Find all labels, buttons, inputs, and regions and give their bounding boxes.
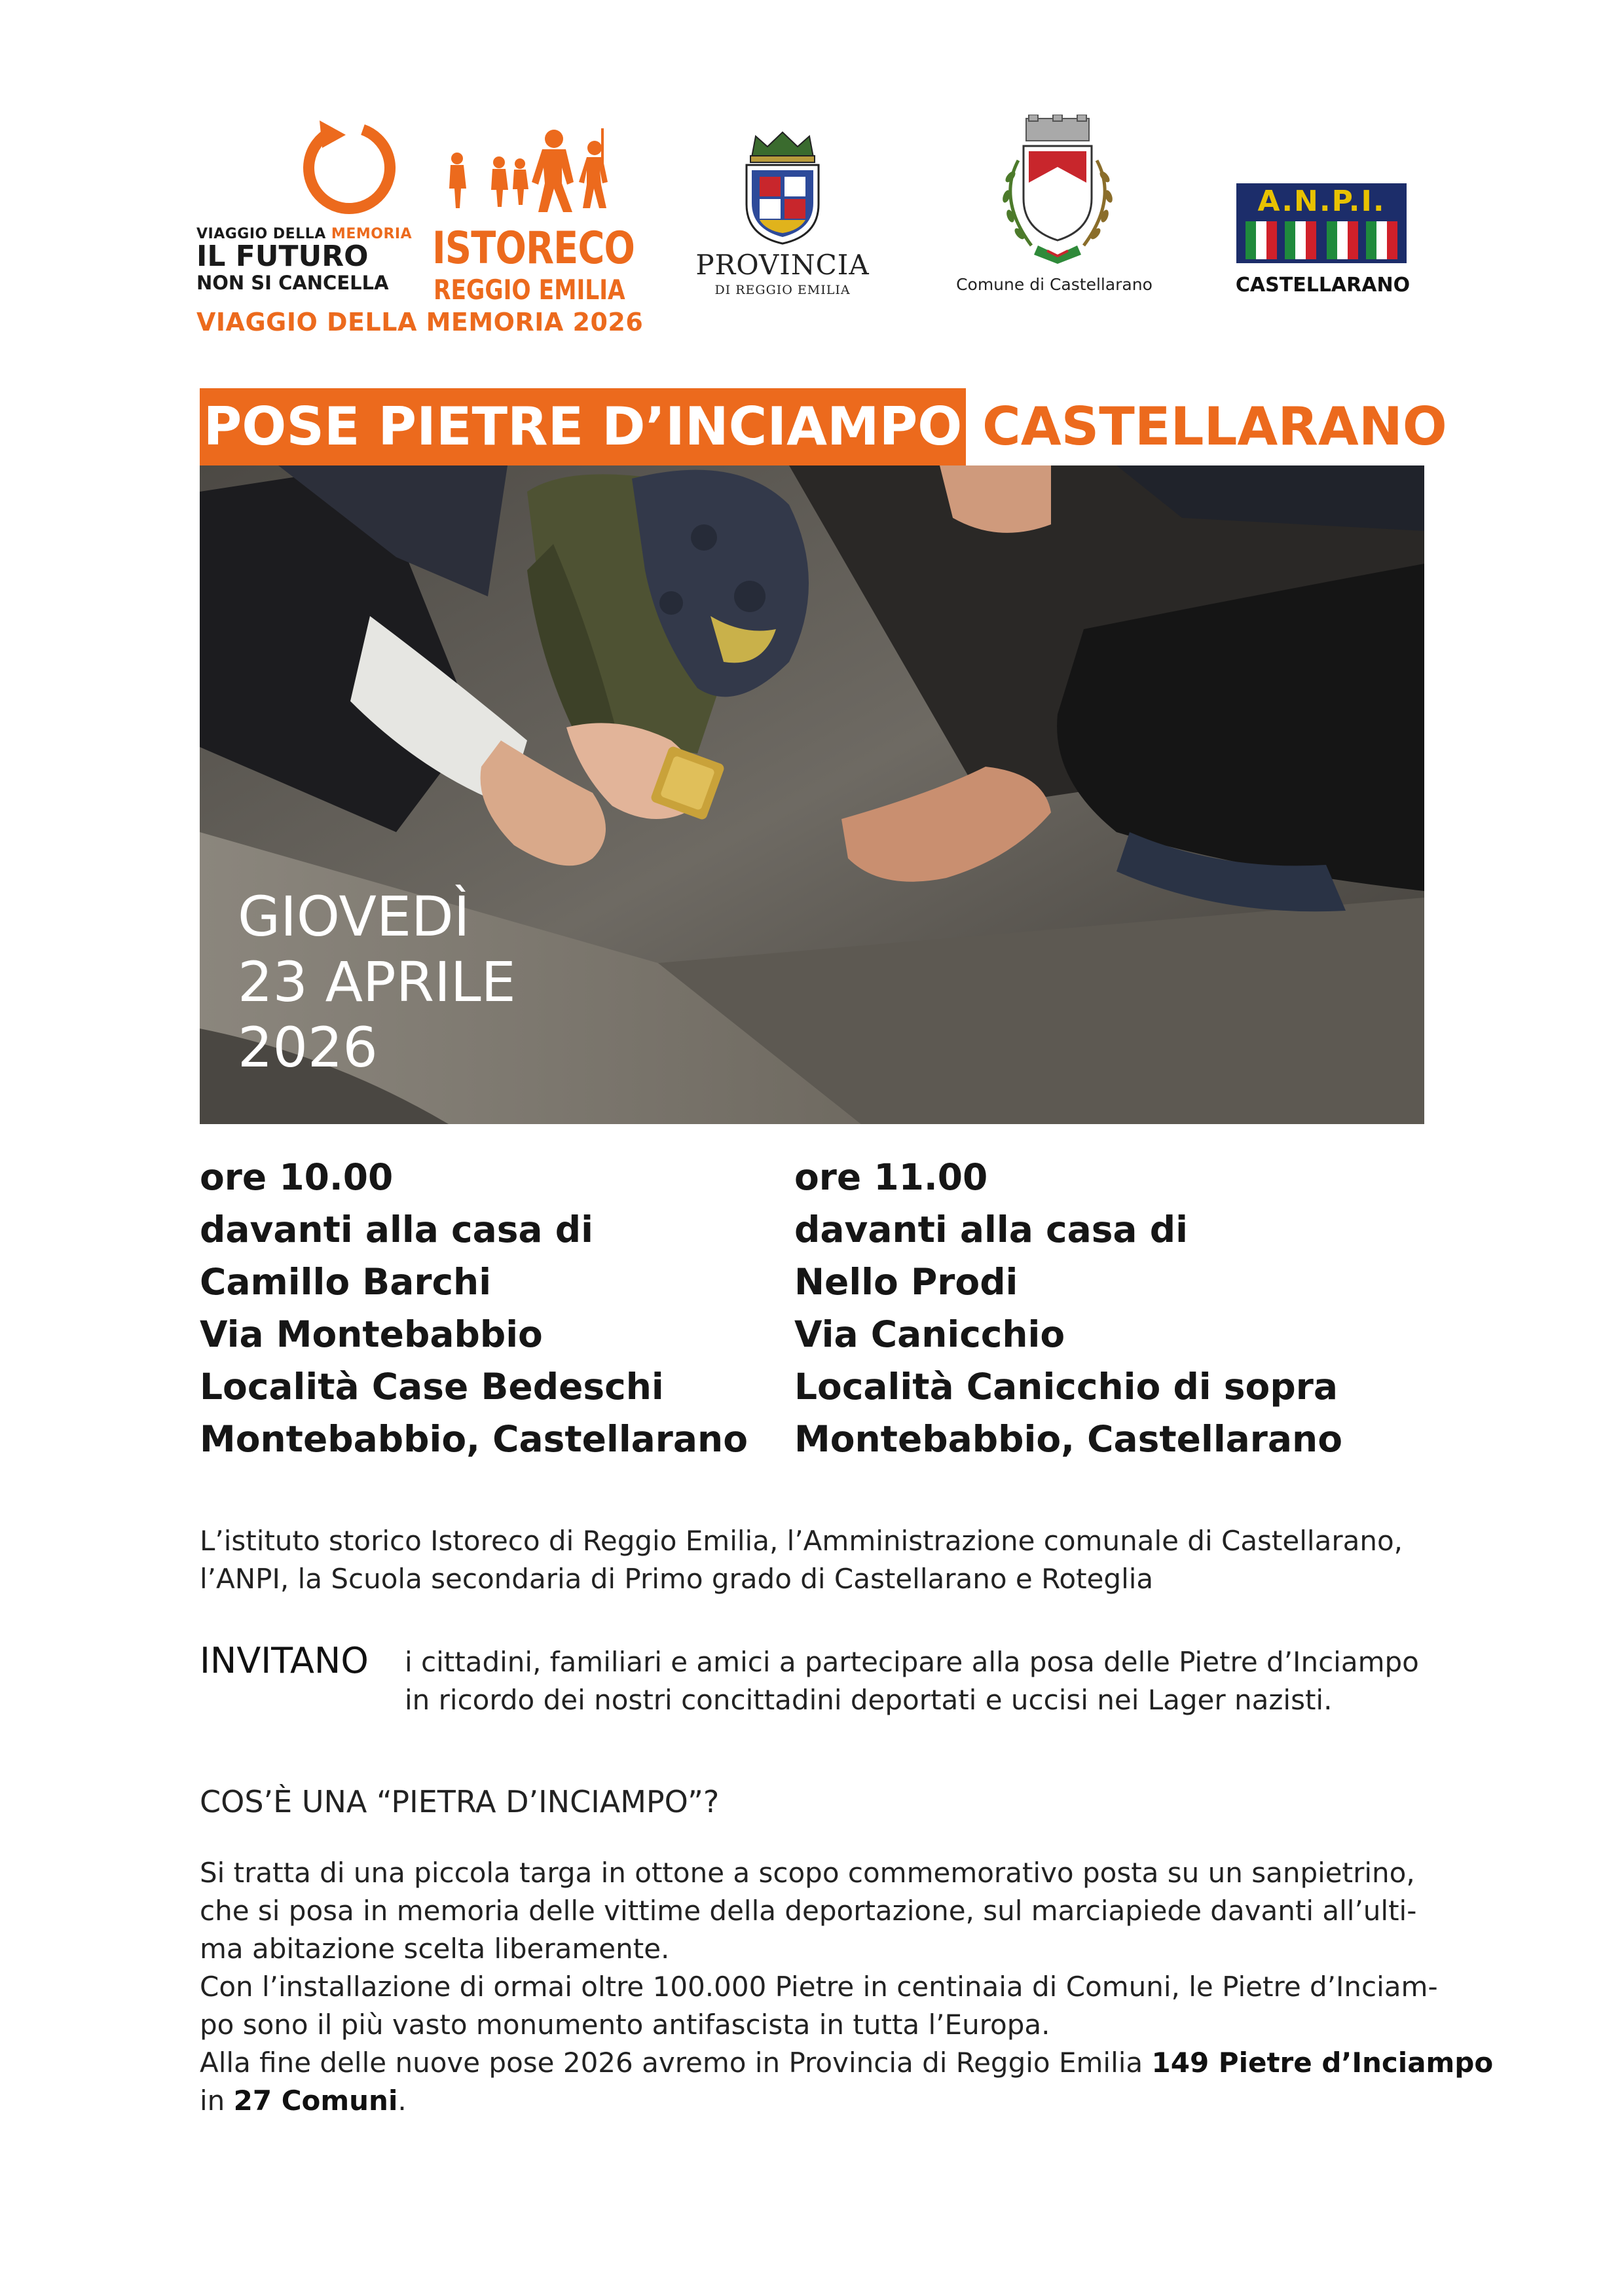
anpi-logo <box>1231 183 1414 301</box>
stones-count: 149 Pietre d’Inciampo <box>1151 2047 1494 2079</box>
schedule-locality: Località Case Bedeschi <box>200 1366 664 1408</box>
istoreco-logo <box>432 124 635 306</box>
explain-line: po sono il più vasto monumento antifascista in tutta l’Europa. <box>200 2009 1050 2041</box>
schedule-person: Nello Prodi <box>794 1261 1018 1303</box>
comune-crest-icon <box>986 115 1130 275</box>
event-photo <box>200 465 1424 1124</box>
page-title: POSE PIETRE D’INCIAMPO <box>203 396 963 457</box>
schedule-first <box>200 1151 748 1465</box>
comune-logo <box>943 115 1166 308</box>
schedule-locality: Località Canicchio di sopra <box>794 1366 1338 1408</box>
municipalities-count: 27 Comuni <box>233 2085 398 2117</box>
invite-line: in ricordo dei nostri concittadini deportati e uccisi nei Lager nazisti. <box>405 1684 1333 1716</box>
istoreco-city: REGGIO EMILIA <box>434 274 625 306</box>
provincia-crest-icon <box>733 131 832 246</box>
vdm-line1: VIAGGIO DELLA MEMORIA <box>196 226 413 242</box>
schedule-second <box>794 1151 1342 1465</box>
invite-paragraph <box>405 1643 1419 1719</box>
schedule-street: Via Canicchio <box>794 1313 1065 1355</box>
schedule-time: ore 11.00 <box>794 1156 988 1198</box>
provincia-logo <box>694 131 871 301</box>
invite-line: i cittadini, familiari e amici a partecipare alla posa delle Pietre d’Inciampo <box>405 1646 1419 1678</box>
intro-line: l’ANPI, la Scuola secondaria di Primo grado di Castellarano e Roteglia <box>200 1563 1154 1595</box>
explain-line: Con l’installazione di ormai oltre 100.000 Pietre in centinaia di Comuni, le Pietre d’Inciam- <box>200 1971 1438 2003</box>
photo-illustration <box>200 465 1424 1124</box>
anpi-place: CASTELLARANO <box>1235 274 1411 297</box>
schedule-street: Via Montebabbio <box>200 1313 543 1355</box>
viaggio-memoria-logo <box>196 118 413 308</box>
vdm-line2: IL FUTURO <box>196 240 369 273</box>
schedule-town: Montebabbio, Castellarano <box>200 1418 748 1460</box>
intro-line: L’istituto storico Istoreco di Reggio Emilia, l’Amministrazione comunale di Castellarano, <box>200 1525 1403 1557</box>
invite-verb: INVITANO <box>200 1640 369 1681</box>
explain-line: che si posa in memoria delle vittime della deportazione, sul marciapiede davanti all’ulti- <box>200 1895 1417 1927</box>
schedule-line: davanti alla casa di <box>200 1209 593 1250</box>
explain-line: Si tratta di una piccola targa in ottone a scopo commemorativo posta su un sanpietrino, <box>200 1857 1415 1889</box>
explain-line: ma abitazione scelta liberamente. <box>200 1933 670 1965</box>
comune-name: Comune di Castellarano <box>956 275 1153 294</box>
istoreco-name: ISTORECO <box>432 223 635 274</box>
explain-line: in 27 Comuni. <box>200 2085 407 2117</box>
provincia-subname: DI REGGIO EMILIA <box>714 283 851 297</box>
explanation-paragraph <box>200 1854 1493 2120</box>
viaggio-memoria-caption: VIAGGIO DELLA MEMORIA 2026 <box>196 308 644 337</box>
circular-arrow-icon <box>300 118 398 216</box>
title-location: CASTELLARANO <box>982 396 1447 457</box>
date-year: 2026 <box>238 1015 378 1080</box>
schedule-line: davanti alla casa di <box>794 1209 1188 1250</box>
anpi-name: A.N.P.I. <box>1257 185 1386 218</box>
vdm-line3: NON SI CANCELLA <box>196 272 389 294</box>
provincia-name: PROVINCIA <box>695 249 870 281</box>
section-heading: COS’È UNA “PIETRA D’INCIAMPO”? <box>200 1784 720 1819</box>
italian-flag-icon <box>1246 221 1397 259</box>
organizers-paragraph <box>200 1522 1424 1598</box>
marching-figures-icon <box>432 124 616 216</box>
date-day-month: 23 APRILE <box>238 950 516 1014</box>
schedule-time: ore 10.00 <box>200 1156 394 1198</box>
schedule-person: Camillo Barchi <box>200 1261 492 1303</box>
explain-line: Alla fine delle nuove pose 2026 avremo in Provincia di Reggio Emilia 149 Pietre d’Inciampo <box>200 2047 1494 2079</box>
schedule-town: Montebabbio, Castellarano <box>794 1418 1342 1460</box>
date-weekday: GIOVEDÌ <box>238 884 470 949</box>
